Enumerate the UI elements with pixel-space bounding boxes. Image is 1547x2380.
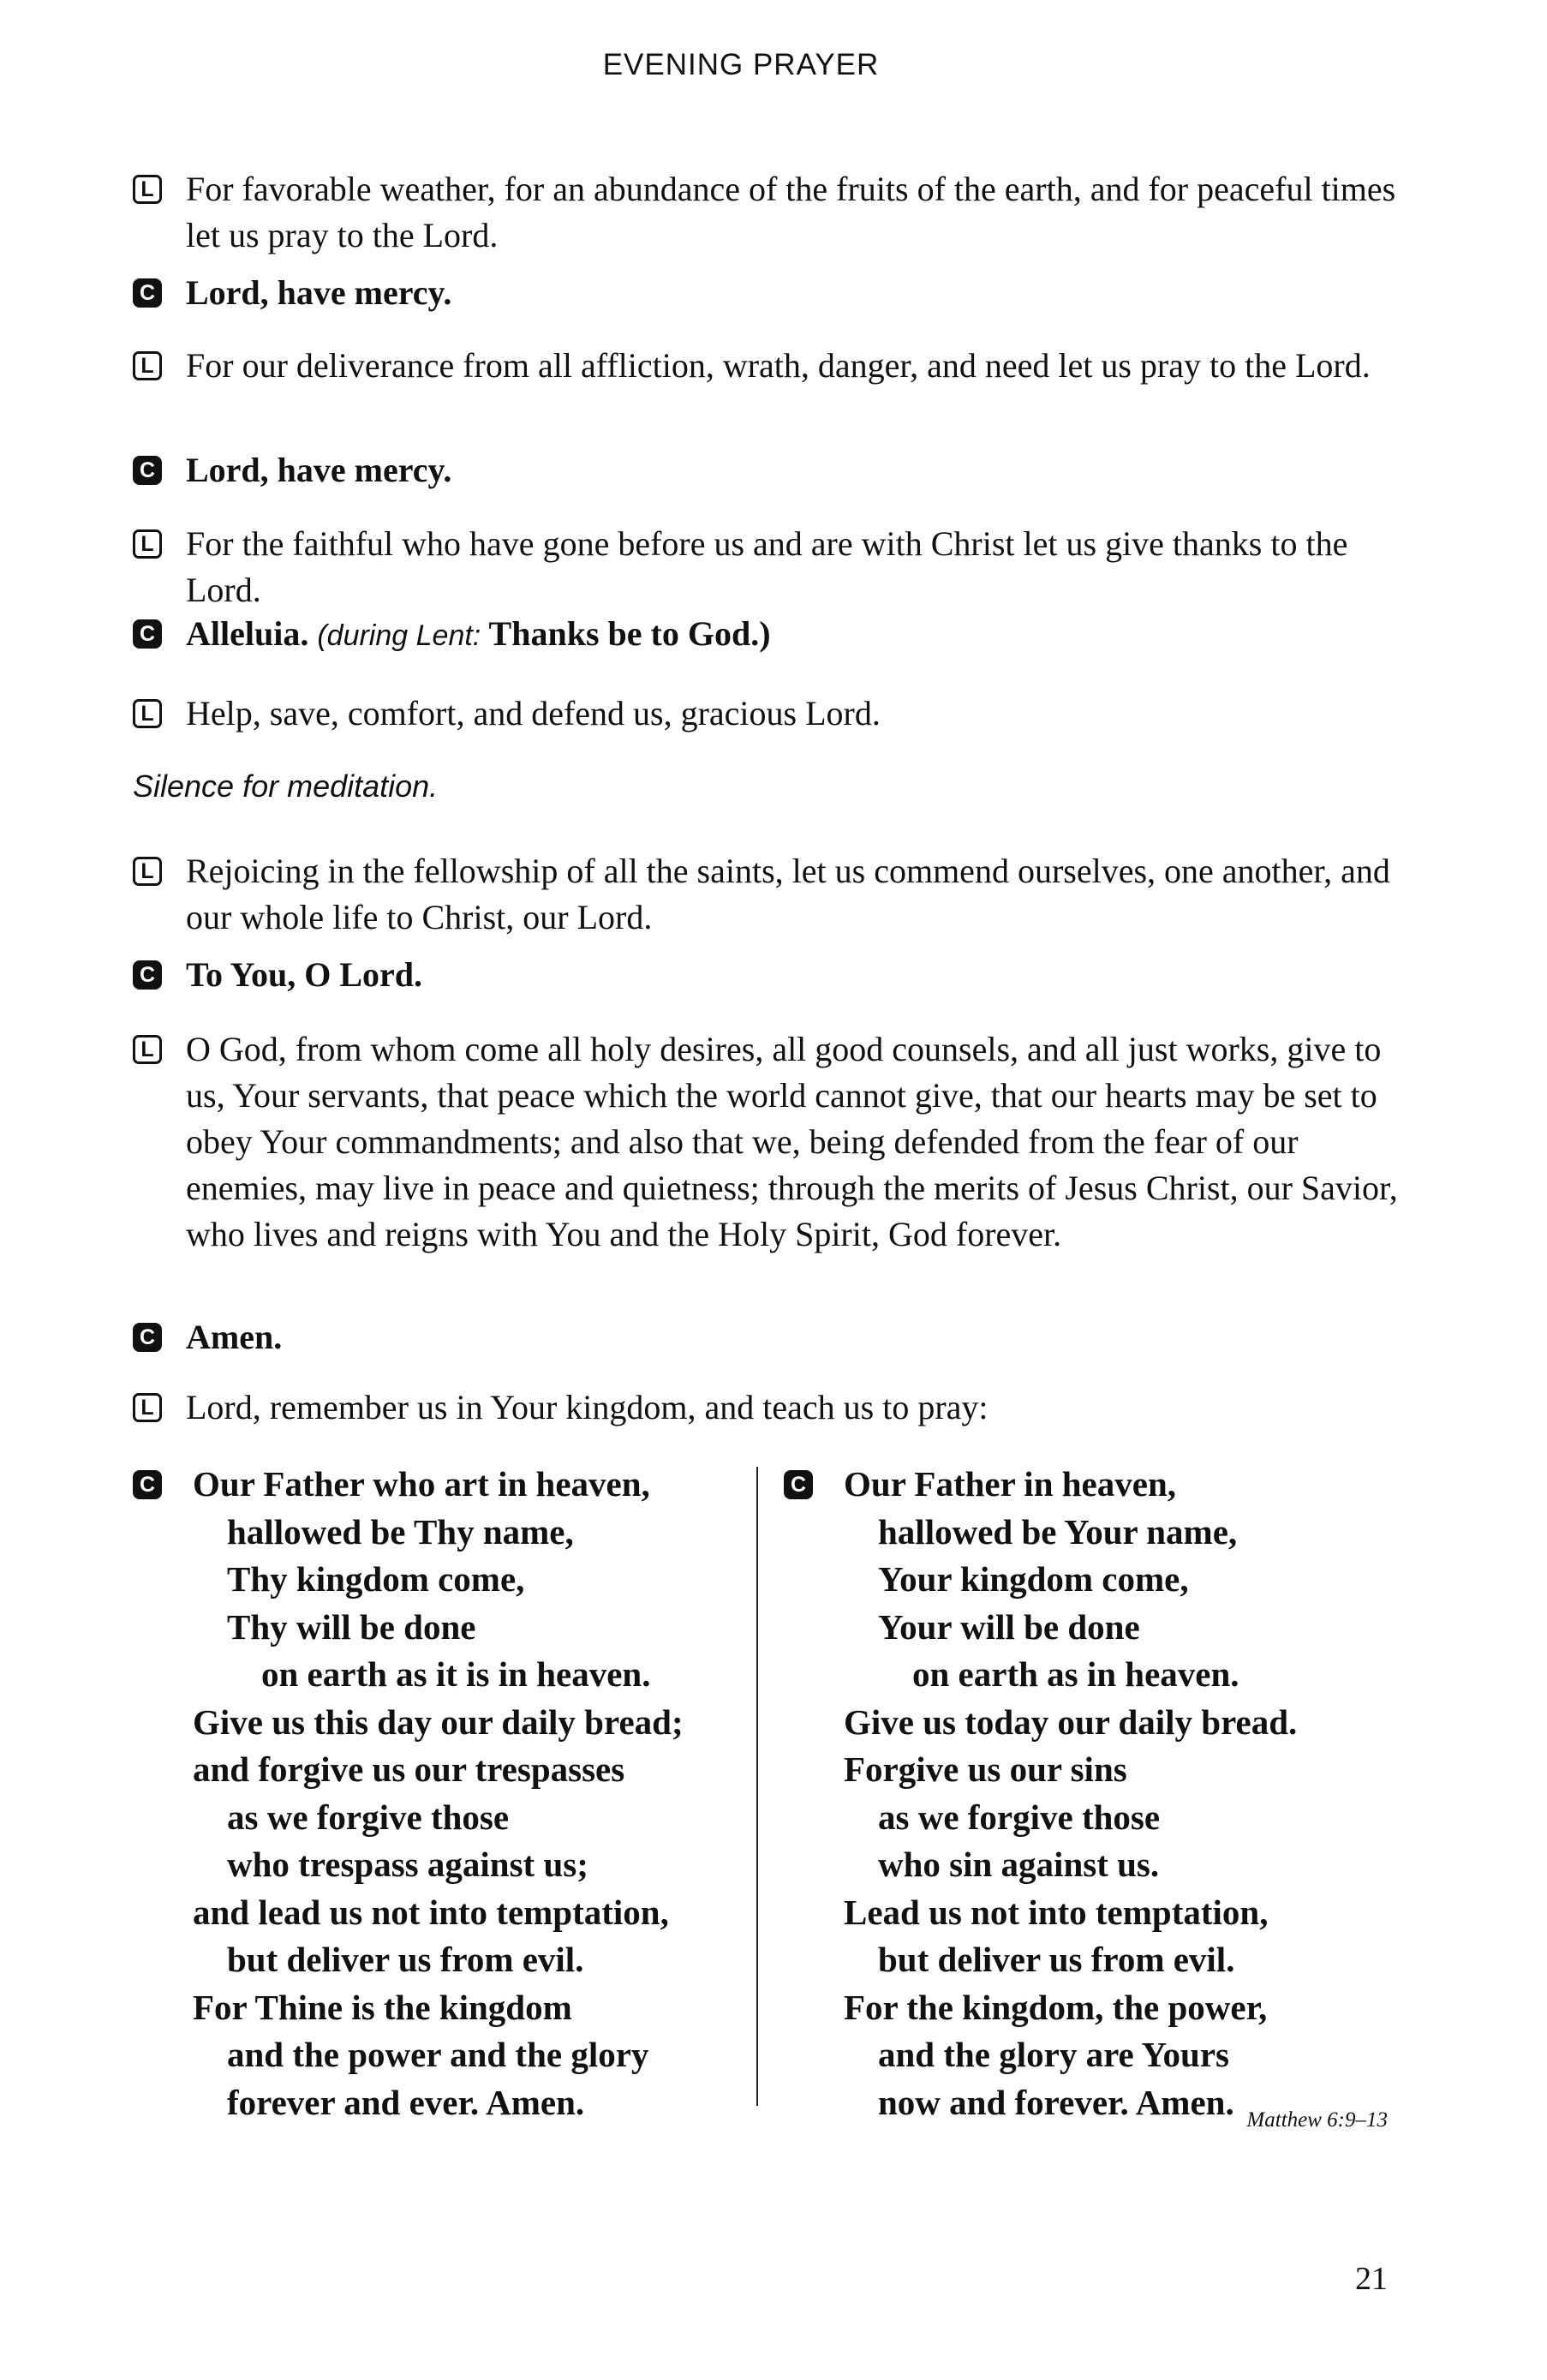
- litany-petition: [133, 691, 1418, 737]
- leader-marker-icon: L: [133, 857, 162, 886]
- prayer-line: hallowed be Your name,: [878, 1511, 1238, 1552]
- lent-rubric: (during Lent:: [317, 619, 481, 652]
- prayer-line: Our Father in heaven,: [844, 1464, 1176, 1504]
- litany-petition: [133, 343, 1418, 389]
- prayer-line: Forgive us our sins: [844, 1749, 1127, 1789]
- prayer-line: who sin against us.: [878, 1845, 1160, 1884]
- prayer-line: For Thine is the kingdom: [193, 1987, 572, 2027]
- prayer-line: forever and ever. Amen.: [227, 2082, 585, 2122]
- prayer-line: but deliver us from evil.: [878, 1940, 1235, 1979]
- prayer-line: Give us today our daily bread.: [844, 1701, 1298, 1742]
- prayer-line: now and forever. Amen.: [878, 2082, 1234, 2122]
- prayer-line: who trespass against us;: [227, 1845, 588, 1884]
- leader-marker-icon: L: [133, 351, 162, 380]
- petition-text: Help, save, comfort, and defend us, gracious Lord.: [186, 694, 881, 733]
- scripture-citation: Matthew 6:9–13: [1246, 2108, 1388, 2132]
- congregation-marker-icon: C: [133, 619, 162, 649]
- congregation-marker-icon: C: [784, 1470, 813, 1499]
- prayer-line: hallowed be Thy name,: [227, 1511, 574, 1552]
- prayer-text: O God, from whom come all holy desires, all good counsels, and all just works, give to us, Your servants, that peace which the world cannot give, that our hearts may be set to obey Your commandments; and also that we, being defended from the fear of our enemies, may live in peace and quietness; through the merits of Jesus Christ, our Savior, who lives and reigns with You and the Holy Spirit, God forever.: [186, 1030, 1398, 1253]
- leader-marker-icon: L: [133, 175, 162, 204]
- congregation-marker-icon: C: [133, 1323, 162, 1352]
- prayer-line: Thy will be done: [227, 1606, 476, 1647]
- leader-marker-icon: L: [133, 1393, 162, 1422]
- collect-prayer: [133, 1026, 1418, 1258]
- litany-response: [133, 270, 1418, 316]
- petition-text: For favorable weather, for an abundance of the fruits of the earth, and for peaceful times let us pray to the Lord.: [186, 170, 1396, 254]
- prayer-text: Lord, remember us in Your kingdom, and teach us to pray:: [186, 1388, 989, 1426]
- prayer-line: Your will be done: [878, 1606, 1140, 1647]
- lent-alternate-text: Thanks be to God.): [488, 614, 771, 653]
- leader-marker-icon: L: [133, 699, 162, 728]
- petition-text: For our deliverance from all affliction, wrath, danger, and need let us pray to the Lord.: [186, 346, 1371, 385]
- lords-prayer-contemporary: [784, 1461, 1435, 2126]
- prayer-response: [133, 952, 1418, 998]
- response-text: To You, O Lord.: [186, 955, 423, 994]
- prayer-line: and the glory are Yours: [878, 2035, 1229, 2074]
- petition-text: For the faithful who have gone before us and are with Christ let us give thanks to the Lord.: [186, 524, 1348, 609]
- congregation-marker-icon: C: [133, 278, 162, 308]
- congregation-marker-icon: C: [133, 1470, 162, 1499]
- alleluia-text: Alleluia.: [186, 614, 309, 653]
- silence-rubric: Silence for meditation.: [133, 768, 439, 804]
- prayer-line: and the power and the glory: [227, 2035, 649, 2074]
- prayer-line: on earth as it is in heaven.: [261, 1654, 651, 1694]
- litany-petition: [133, 521, 1418, 613]
- prayer-line: Lead us not into temptation,: [844, 1892, 1269, 1932]
- prayer-line: Your kingdom come,: [878, 1559, 1189, 1599]
- congregation-marker-icon: C: [133, 456, 162, 485]
- prayer-line: but deliver us from evil.: [227, 1940, 584, 1979]
- response-text: Lord, have mercy.: [186, 273, 452, 312]
- prayer-bid: [133, 1384, 1418, 1431]
- litany-petition: [133, 166, 1418, 259]
- page-title: EVENING PRAYER: [602, 48, 880, 81]
- congregation-marker-icon: C: [133, 960, 162, 990]
- prayer-line: on earth as in heaven.: [912, 1654, 1239, 1694]
- litany-response: [133, 447, 1418, 493]
- response-text: [186, 611, 1418, 659]
- prayer-line: Give us this day our daily bread;: [193, 1701, 684, 1742]
- lords-prayer-traditional: [133, 1461, 750, 2126]
- leader-marker-icon: L: [133, 1035, 162, 1064]
- response-text: Amen.: [186, 1318, 283, 1356]
- prayer-line: Thy kingdom come,: [227, 1559, 525, 1599]
- prayer-text: Rejoicing in the fellowship of all the saints, let us commend ourselves, one another, and our whole life to Christ, our Lord.: [186, 852, 1390, 936]
- prayer-line: and forgive us our trespasses: [193, 1749, 625, 1789]
- prayer-line: as we forgive those: [878, 1797, 1161, 1837]
- response-text: Lord, have mercy.: [186, 451, 452, 489]
- prayer-line: Our Father who art in heaven,: [193, 1464, 650, 1504]
- litany-response: [133, 611, 1418, 659]
- leader-marker-icon: L: [133, 529, 162, 559]
- prayer-line: and lead us not into temptation,: [193, 1892, 669, 1932]
- prayer-bid: [133, 848, 1418, 941]
- prayer-line: as we forgive those: [227, 1797, 510, 1837]
- prayer-response: [133, 1314, 1418, 1360]
- column-divider: [756, 1467, 758, 2106]
- page-number: 21: [1355, 2261, 1388, 2297]
- prayer-line: For the kingdom, the power,: [844, 1987, 1268, 2027]
